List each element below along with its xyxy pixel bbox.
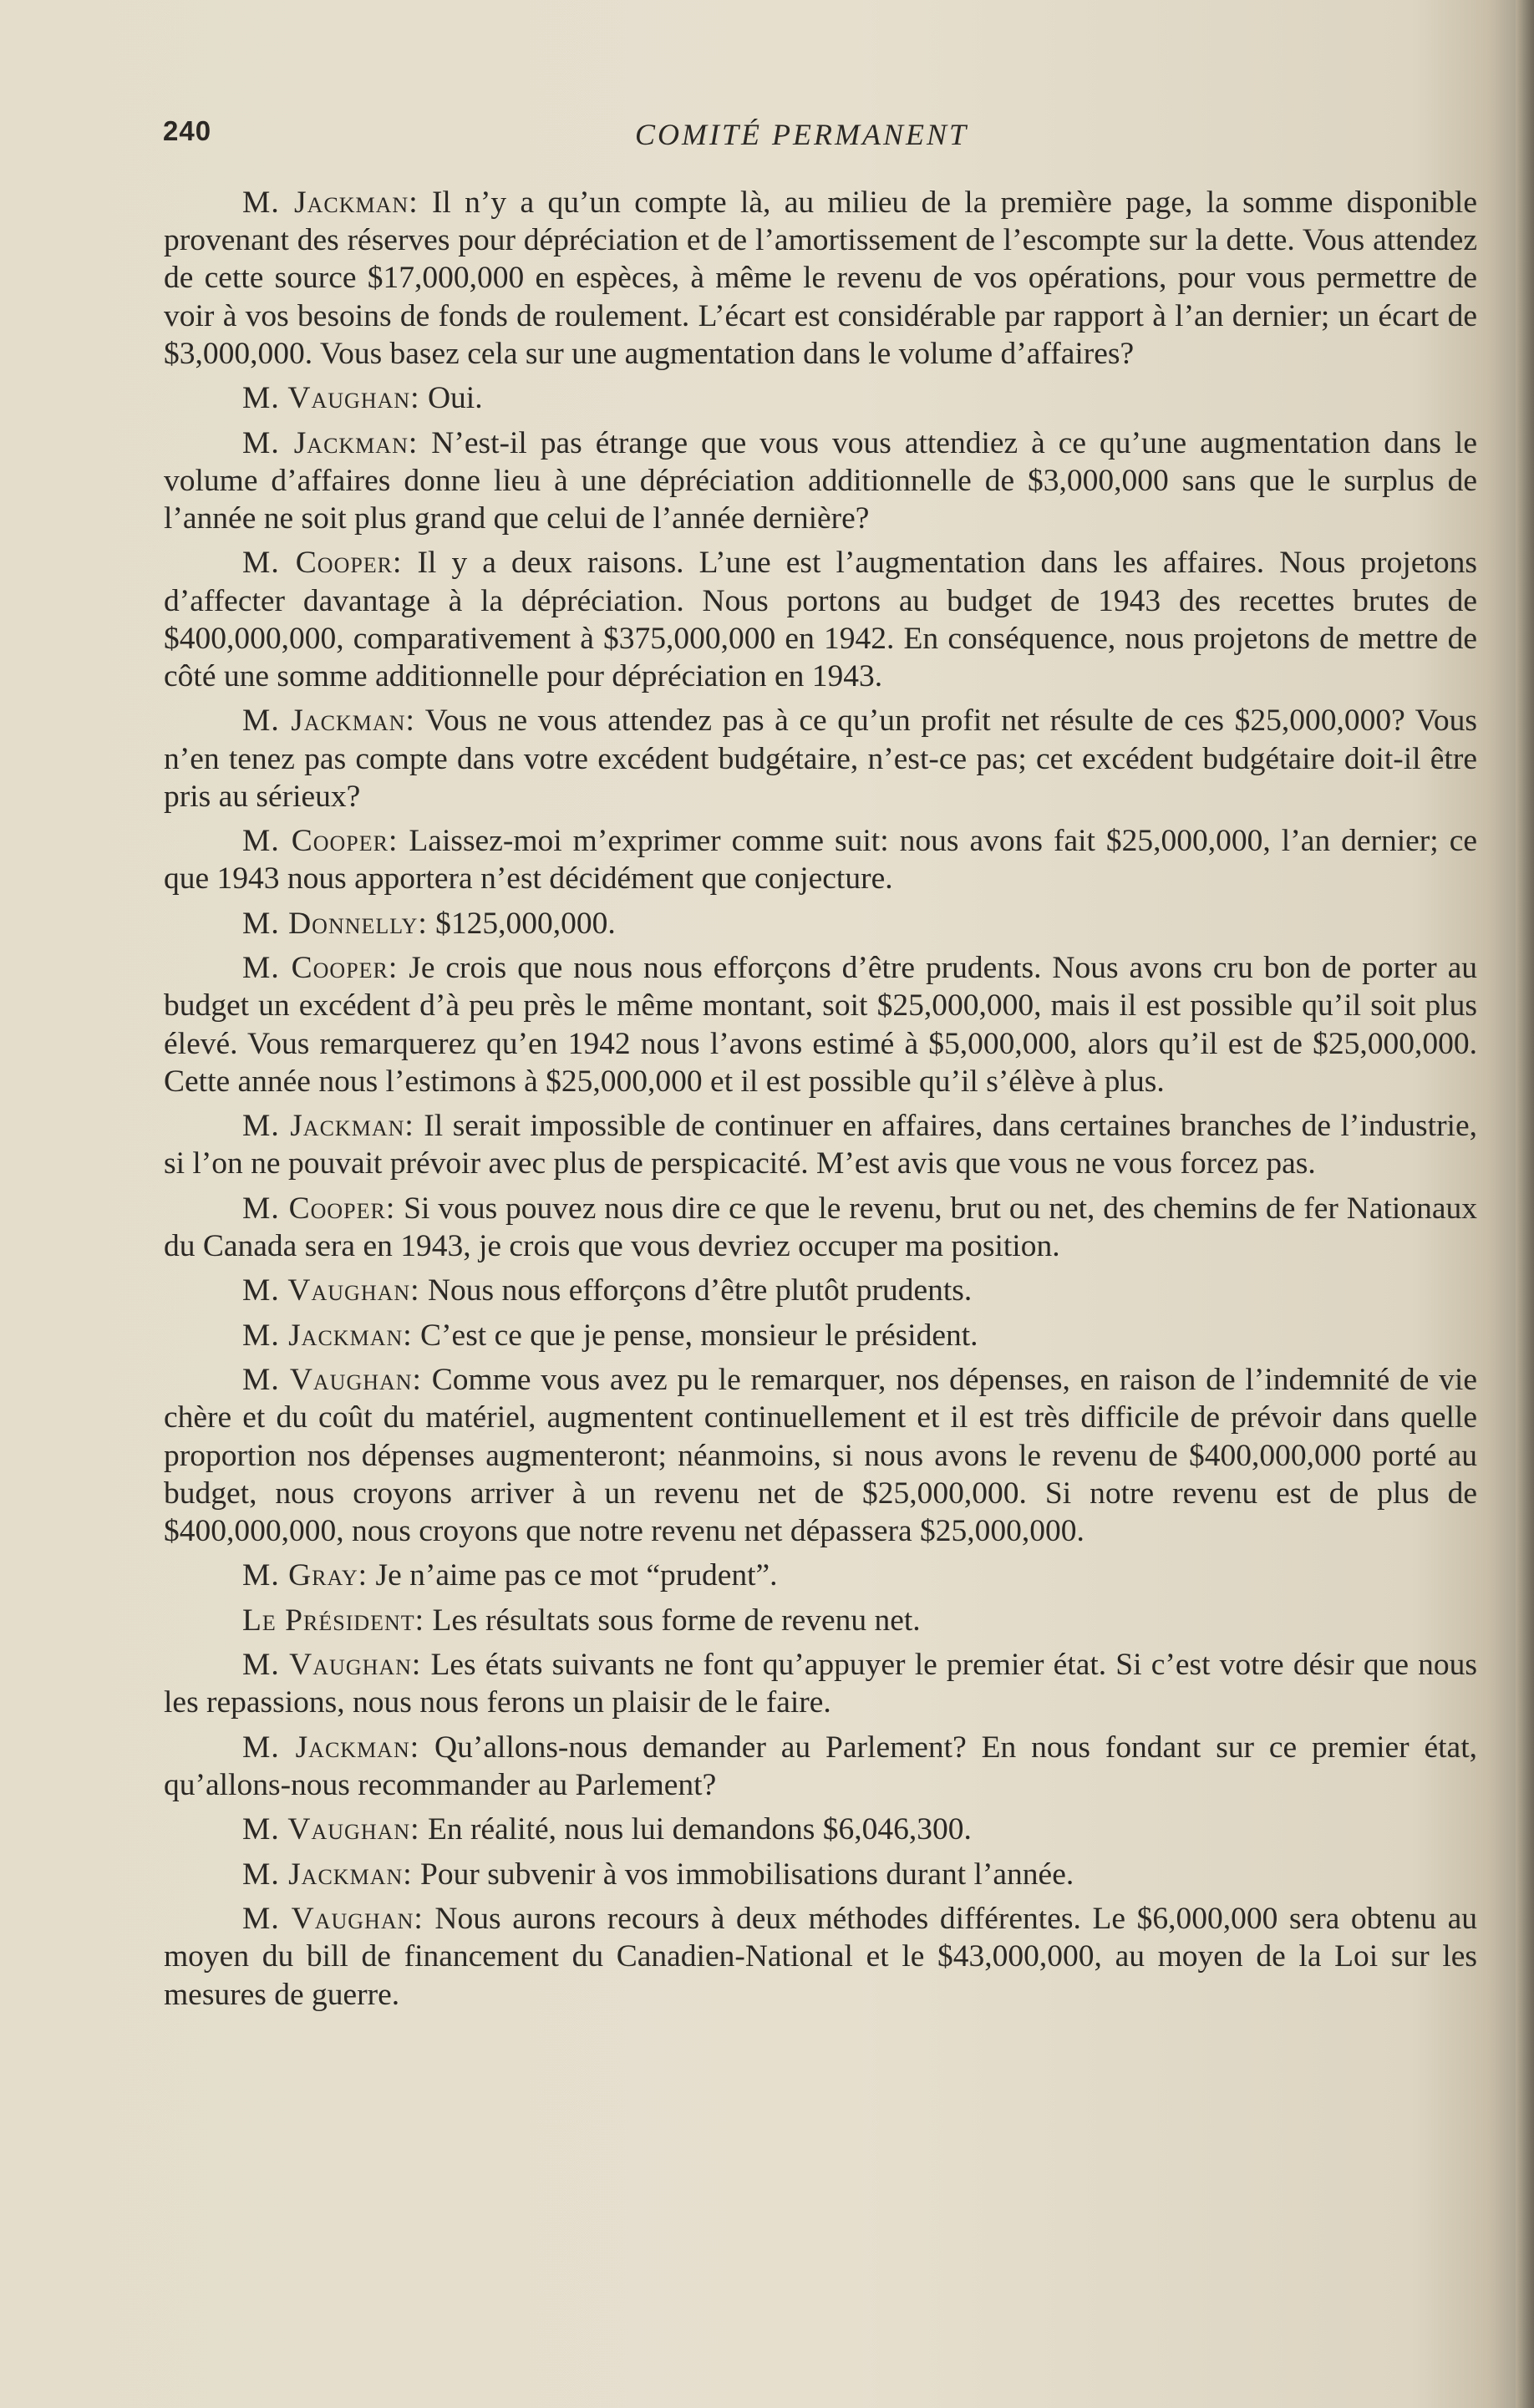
paragraph [164,949,1477,1100]
speaker-name: M. Vaughan: [242,1648,422,1683]
paragraph-text: Laissez-moi m’exprimer comme suit: nous avons fait $25,000,000, l’an dernier; ce que 1943 nous apportera n’est décidément que conjecture. [164,824,1477,897]
paragraph [164,1900,1477,2014]
paragraph-text: Je crois que nous nous efforçons d’être prudents. Nous avons cru bon de porter au budget un excédent d’à peu près le même montant, soit $25,000,000, mais il est possible qu’il soit plus élevé. Vous remarquerez qu’en 1942 nous l’avons estimé à $5,000,000, alors qu’il est de $25,000,000. Cette année nous l’estimons à $25,000,000 et il est possible qu’il s’élève à plus. [164,951,1477,1099]
speaker-name: M. Donnelly: [242,906,428,941]
transcript-body [164,184,1477,2020]
speaker-name: M. Vaughan: [242,1273,420,1308]
paragraph-text: Si vous pouvez nous dire ce que le revenu, brut ou net, des chemins de fer Nationaux du Canada sera en 1943, je crois que vous devriez occuper ma position. [164,1191,1477,1263]
speaker-name: M. Cooper: [242,824,399,859]
paragraph [164,905,1477,942]
speaker-name: M. Jackman: [242,1857,413,1892]
speaker-name: M. Jackman: [242,1318,413,1353]
paragraph [164,1107,1477,1182]
speaker-name: M. Cooper: [242,951,399,986]
paragraph-text: Il serait impossible de continuer en affaires, dans certaines branches de l’industrie, si l’on ne pouvait prévoir avec plus de perspicacité. M’est avis que vous ne vous forcez pas. [164,1109,1477,1181]
paragraph [164,184,1477,373]
paragraph [164,1272,1477,1309]
paragraph [164,1729,1477,1804]
paragraph-text: Qu’allons-nous demander au Parlement? En nous fondant sur ce premier état, qu’allons-nous recommander au Parlement? [164,1730,1477,1802]
speaker-name: M. Vaughan: [242,1902,424,1937]
paragraph-text: En réalité, nous lui demandons $6,046,300. [419,1812,972,1847]
page-number: 240 [163,115,212,146]
paragraph [164,822,1477,897]
paragraph [164,1602,1477,1639]
paragraph-text: Les états suivants ne font qu’appuyer le premier état. Si c’est votre désir que nous les repassions, nous nous ferons un plaisir de le faire. [164,1648,1477,1720]
paragraph [164,1317,1477,1354]
paragraph-text: Nous nous efforçons d’être plutôt prudents. [419,1273,973,1308]
paragraph-text: $125,000,000. [427,906,616,941]
paragraph [164,1646,1477,1721]
paragraph-text: Il y a deux raisons. L’une est l’augmentation dans les affaires. Nous projetons d’affecter davantage à la dépréciation. Nous portons au budget de 1943 des recettes brutes de $400,000,000, comparativement à $375,000,000 en 1942. En conséquence, nous projetons de mettre de côté une somme additionnelle pour dépréciation en 1943. [164,546,1477,693]
speaker-name: M. Jackman: [242,704,415,739]
page-binding-edge [1516,0,1534,2408]
paragraph [164,1557,1477,1594]
paragraph [164,1856,1477,1893]
speaker-name: M. Cooper: [242,546,403,581]
speaker-name: M. Vaughan: [242,1363,422,1398]
paragraph-text: Oui. [419,381,483,416]
running-title: COMITÉ PERMANENT [635,118,968,151]
paragraph [164,1190,1477,1265]
paragraph-text: Pour subvenir à vos immobilisations durant l’année. [412,1857,1074,1892]
paragraph [164,702,1477,815]
paragraph [164,1811,1477,1848]
paragraph [164,379,1477,417]
paragraph-text: C’est ce que je pense, monsieur le président. [412,1318,978,1353]
paragraph-text: Il n’y a qu’un compte là, au milieu de la première page, la somme disponible provenant des réserves pour dépréciation et de l’amortissement de l’escompte sur la dette. Vous attendez de cette source $17,000,000 en espèces, à même le revenu de vos opérations, pour vous permettre de voir à vos besoins de fonds de roulement. L’écart est considérable par rapport à l’an dernier; un écart de $3,000,000. Vous basez cela sur une augmentation dans le volume d’affaires? [164,185,1477,371]
speaker-name: M. Vaughan: [242,381,420,416]
paragraph-text: Les résultats sous forme de revenu net. [424,1603,921,1638]
speaker-name: M. Jackman: [242,1109,414,1144]
paragraph-text: Nous aurons recours à deux méthodes différentes. Le $6,000,000 sera obtenu au moyen du bill de financement du Canadien-National et le $43,000,000, au moyen de la Loi sur les mesures de guerre. [164,1902,1478,2012]
page-header [163,115,1466,157]
speaker-name: Le Président: [242,1603,425,1638]
paragraph-text: Vous ne vous attendez pas à ce qu’un profit net résulte de ces $25,000,000? Vous n’en tenez pas compte dans votre excédent budgétaire, n’est-ce pas; cet excédent budgétaire doit-il être pris au sérieux? [164,704,1477,814]
paragraph-text: Je n’aime pas ce mot “prudent”. [368,1558,778,1593]
speaker-name: M. Gray: [242,1558,368,1593]
speaker-name: M. Jackman: [242,425,419,460]
paragraph-text: N’est-il pas étrange que vous vous attendiez à ce qu’une augmentation dans le volume d’affaires donne lieu à une dépréciation additionnelle de $3,000,000 sans que le surplus de l’année ne soit plus grand que celui de l’année dernière? [164,425,1477,536]
paragraph [164,424,1477,538]
paragraph [164,544,1477,695]
speaker-name: M. Cooper: [242,1191,396,1226]
speaker-name: M. Jackman: [242,185,419,220]
paragraph [164,1361,1477,1550]
speaker-name: M. Vaughan: [242,1812,420,1847]
paragraph-text: Comme vous avez pu le remarquer, nos dépenses, en raison de l’indemnité de vie chère et du coût du matériel, augmentent continuellement et il est très difficile de prévoir dans quelle proportion nos dépenses augmenteront; néanmoins, si nous avons le revenu de $400,000,000 porté au budget, nous croyons arriver à un revenu net de $25,000,000. Si notre revenu est de plus de $400,000,000, nous croyons que notre revenu net dépassera $25,000,000. [164,1363,1477,1548]
speaker-name: M. Jackman: [242,1730,420,1765]
